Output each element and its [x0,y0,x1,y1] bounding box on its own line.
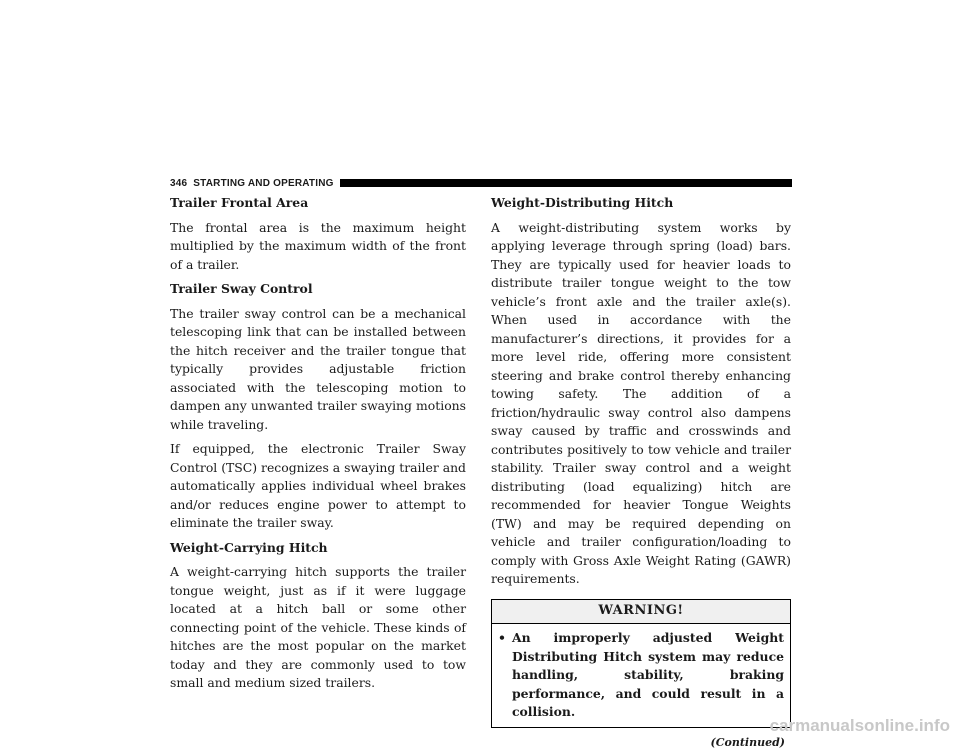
warning-title: WARNING! [492,600,790,625]
warning-item-text: An improperly adjusted Weight Distributing Hitch system may reduce handling, stability, braking performance, and could result in a collision. [512,629,784,722]
warning-box [491,599,791,728]
heading-weight-carrying-hitch: Weight-Carrying Hitch [170,539,466,558]
warning-list [492,624,790,727]
left-column [170,194,466,699]
paragraph-weight-distributing-hitch: A weight-distributing system works by applying leverage through spring (load) bars. They are typically used for heavier loads to distribute trailer tongue weight to the tow vehicle’s front axle and the trailer axle(s). When used in accordance with the manufacturer’s directions, it provides for a more level ride, offering more consistent steering and brake control thereby enhancing towing safety. The addition of a friction/hydraulic sway control also dampens sway caused by traffic and crosswinds and contributes positively to tow vehicle and trailer stability. Trailer sway control and a weight distributing (load equalizing) hitch are recommended for heavier Tongue Weights (TW) and may be required depending on vehicle and trailer configuration/loading to comply with Gross Axle Weight Rating (GAWR) requirements. [491,219,791,589]
paragraph-sway-control-mechanical: The trailer sway control can be a mechanical telescoping link that can be installed between the hitch receiver and the trailer tongue that typically provides adjustable friction associated with the telescoping motion to dampen any unwanted trailer swaying motions while traveling. [170,305,466,435]
section-title: STARTING AND OPERATING [193,178,333,189]
page-number: 346 [170,178,187,189]
paragraph-weight-carrying-hitch: A weight-carrying hitch supports the trailer tongue weight, just as if it were luggage located at a hitch ball or some other connecting point of the vehicle. These kinds of hitches are the most popular on the market today and they are commonly used to tow small and medium sized trailers. [170,563,466,693]
right-column [491,194,791,752]
paragraph-frontal-area: The frontal area is the maximum height multiplied by the maximum width of the front of a trailer. [170,219,466,275]
page-header [170,176,792,190]
warning-item [498,629,784,722]
header-rule [340,179,792,187]
continued-label: (Continued) [491,734,791,752]
paragraph-sway-control-electronic: If equipped, the electronic Trailer Sway Control (TSC) recognizes a swaying trailer and automatically applies individual wheel brakes and/or reduces engine power to attempt to eliminate the trailer sway. [170,440,466,533]
heading-trailer-sway-control: Trailer Sway Control [170,280,466,299]
watermark: carmanualsonline.info [770,716,950,736]
heading-weight-distributing-hitch: Weight-Distributing Hitch [491,194,791,213]
bullet-icon: • [498,629,512,722]
heading-trailer-frontal-area: Trailer Frontal Area [170,194,466,213]
